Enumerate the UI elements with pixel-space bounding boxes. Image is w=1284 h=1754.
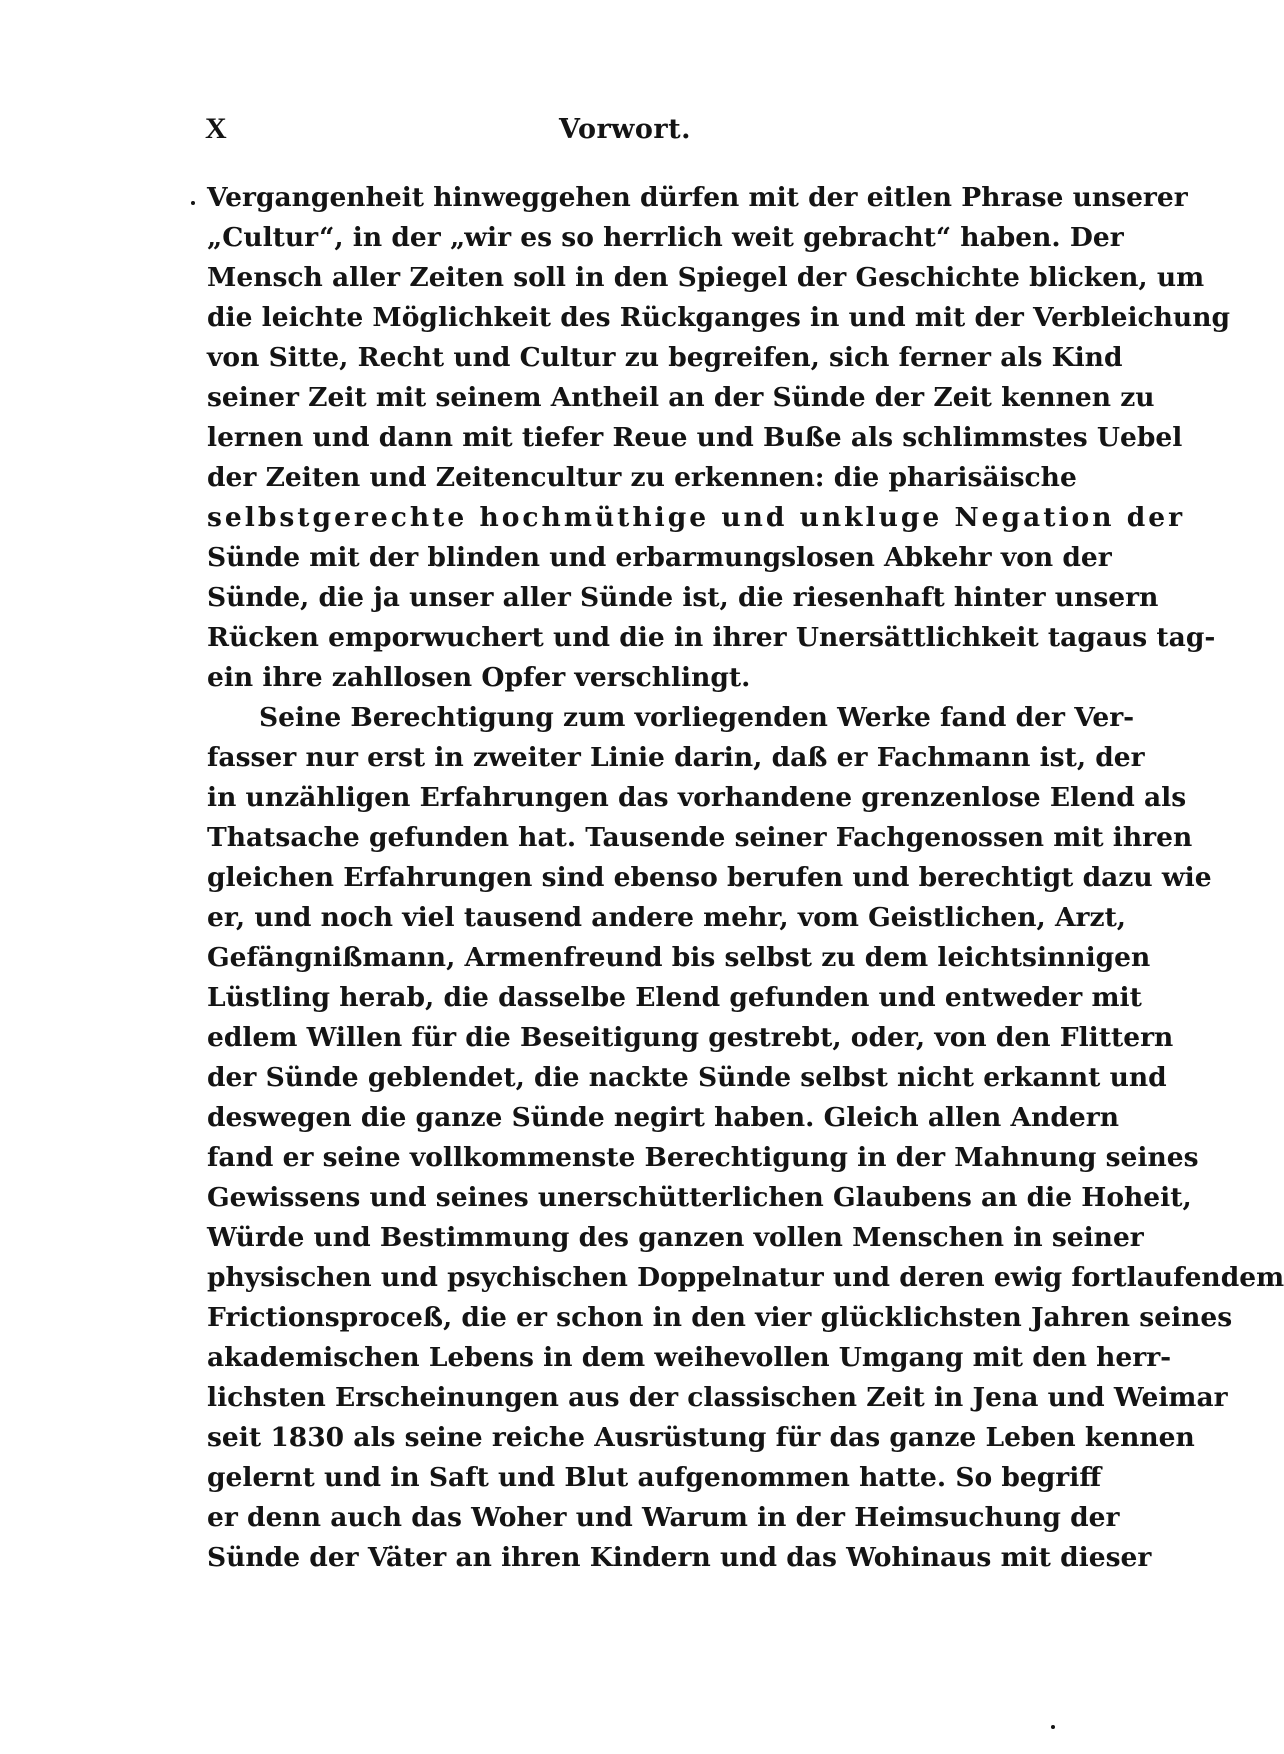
text-line: er, und noch viel tausend andere mehr, vom Geistlichen, Arzt, bbox=[207, 902, 1127, 933]
paragraph-2 bbox=[207, 698, 1284, 1578]
text-line: der Zeiten und Zeitencultur zu erkennen: die pharisäische bbox=[207, 462, 1077, 493]
margin-mark bbox=[191, 201, 195, 205]
page-number: X bbox=[205, 112, 227, 145]
paragraph-1 bbox=[207, 178, 1230, 698]
text-line: von Sitte, Recht und Cultur zu begreifen, sich ferner als Kind bbox=[207, 342, 1123, 373]
text-line: ein ihre zahllosen Opfer verschlingt. bbox=[207, 662, 751, 693]
text-line: Seine Berechtigung zum vorliegenden Werke fand der Ver- bbox=[259, 702, 1135, 733]
text-line: lernen und dann mit tiefer Reue und Buße als schlimmstes Uebel bbox=[207, 422, 1183, 453]
text-line: Rücken emporwuchert und die in ihrer Unersättlichkeit tagaus tag- bbox=[207, 622, 1216, 653]
text-line: fasser nur erst in zweiter Linie darin, daß er Fachmann ist, der bbox=[207, 742, 1145, 773]
text-line: er denn auch das Woher und Warum in der Heimsuchung der bbox=[207, 1502, 1120, 1533]
text-line: Vergangenheit hinweggehen dürfen mit der eitlen Phrase unserer bbox=[207, 182, 1188, 213]
text-line: Gewissens und seines unerschütterlichen Glaubens an die Hoheit, bbox=[207, 1182, 1192, 1213]
margin-mark bbox=[1051, 1725, 1055, 1729]
text-line: fand er seine vollkommenste Berechtigung in der Mahnung seines bbox=[207, 1142, 1199, 1173]
text-line: deswegen die ganze Sünde negirt haben. Gleich allen Andern bbox=[207, 1102, 1119, 1133]
text-line: Sünde mit der blinden und erbarmungslosen Abkehr von der bbox=[207, 542, 1112, 573]
text-line: lichsten Erscheinungen aus der classischen Zeit in Jena und Weimar bbox=[207, 1382, 1228, 1413]
header-title: Vorwort. bbox=[558, 114, 692, 145]
text-line: „Cultur“, in der „wir es so herrlich weit gebracht“ haben. Der bbox=[207, 222, 1124, 253]
text-line: in unzähligen Erfahrungen das vorhandene grenzenlose Elend als bbox=[207, 782, 1187, 813]
text-line: gelernt und in Saft und Blut aufgenommen hatte. So begriff bbox=[207, 1462, 1102, 1493]
text-line: Frictionsproceß, die er schon in den vier glücklichsten Jahren seines bbox=[207, 1302, 1233, 1333]
text-line: seit 1830 als seine reiche Ausrüstung für das ganze Leben kennen bbox=[207, 1422, 1195, 1453]
text-line: physischen und psychischen Doppelnatur und deren ewig fortlaufendem bbox=[207, 1262, 1284, 1293]
running-head bbox=[205, 112, 1045, 152]
text-line: Sünde, die ja unser aller Sünde ist, die riesenhaft hinter unsern bbox=[207, 582, 1159, 613]
text-line: Würde und Bestimmung des ganzen vollen Menschen in seiner bbox=[207, 1222, 1144, 1253]
text-line: selbstgerechte hochmüthige und unkluge Negation der bbox=[207, 502, 1186, 533]
text-line: Lüstling herab, die dasselbe Elend gefunden und entweder mit bbox=[207, 982, 1142, 1013]
text-line: seiner Zeit mit seinem Antheil an der Sünde der Zeit kennen zu bbox=[207, 382, 1155, 413]
text-line: Thatsache gefunden hat. Tausende seiner Fachgenossen mit ihren bbox=[207, 822, 1193, 853]
body-text bbox=[207, 178, 1284, 1578]
text-line: die leichte Möglichkeit des Rückganges in und mit der Verbleichung bbox=[207, 302, 1230, 333]
text-line: Gefängnißmann, Armenfreund bis selbst zu dem leichtsinnigen bbox=[207, 942, 1151, 973]
text-line: der Sünde geblendet, die nackte Sünde selbst nicht erkannt und bbox=[207, 1062, 1167, 1093]
text-line: gleichen Erfahrungen sind ebenso berufen und berechtigt dazu wie bbox=[207, 862, 1212, 893]
text-line: edlem Willen für die Beseitigung gestrebt, oder, von den Flittern bbox=[207, 1022, 1174, 1053]
text-line: akademischen Lebens in dem weihevollen Umgang mit den herr- bbox=[207, 1342, 1172, 1373]
text-line: Mensch aller Zeiten soll in den Spiegel der Geschichte blicken, um bbox=[207, 262, 1205, 293]
text-line: Sünde der Väter an ihren Kindern und das Wohinaus mit dieser bbox=[207, 1542, 1152, 1573]
